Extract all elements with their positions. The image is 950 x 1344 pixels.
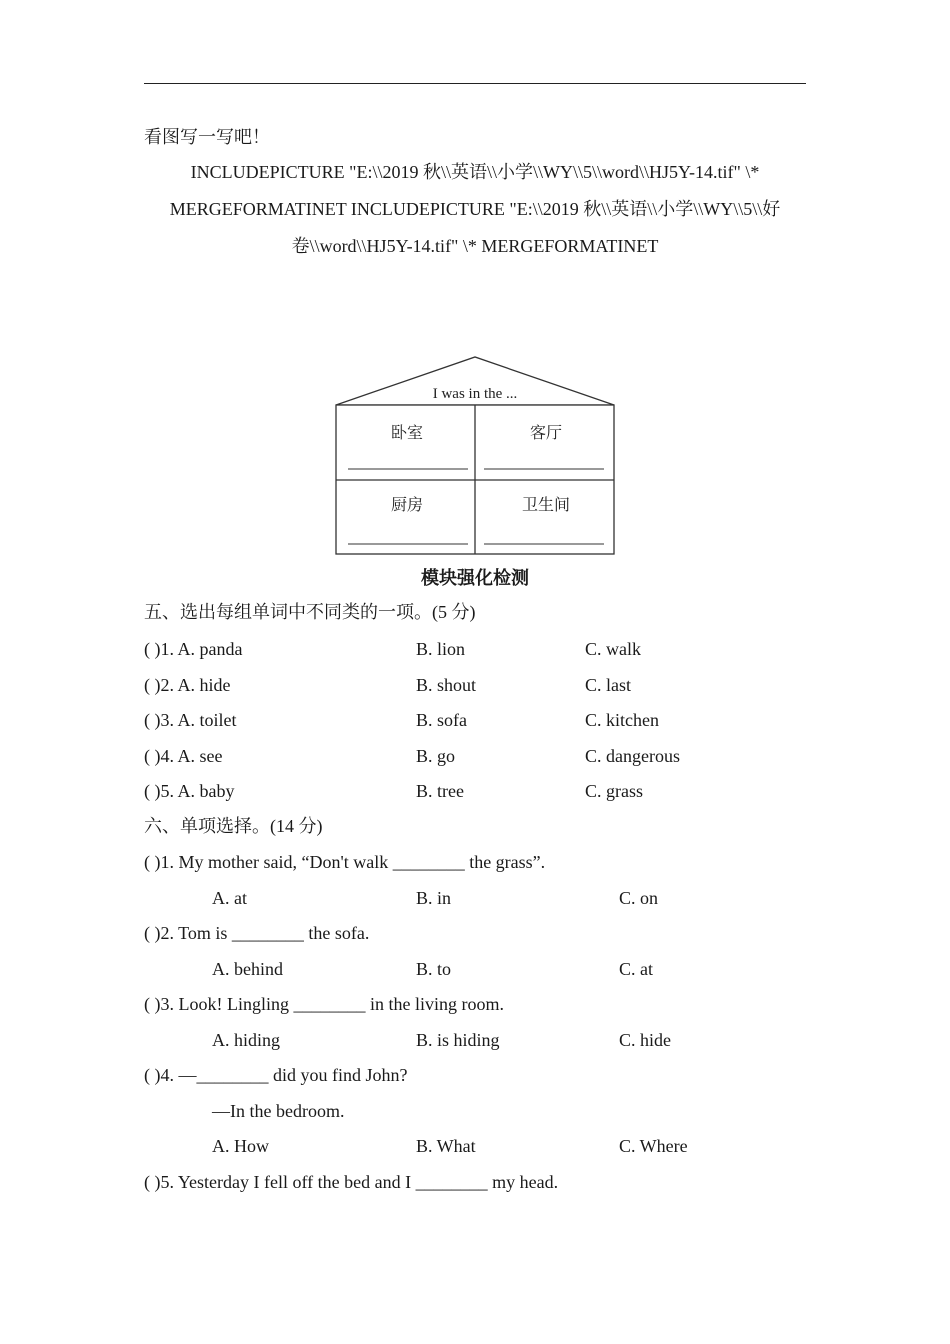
s6-q1-stem: ( )1. My mother said, “Don't walk ________ the grass”. xyxy=(144,852,546,872)
s6-q4-stem: ( )4. —________ did you find John? xyxy=(144,1065,408,1085)
s6-q3-option-c: C. hide xyxy=(619,1030,671,1050)
s6-q2-option-b: B. to xyxy=(416,959,452,979)
s6-q1-option-b: B. in xyxy=(416,888,452,908)
s5-q2-option-b: B. shout xyxy=(416,675,477,695)
field-code-line-3: 卷\\word\\HJ5Y-14.tif" \* MERGEFORMATINET xyxy=(291,236,659,256)
field-code-line-2: MERGEFORMATINET INCLUDEPICTURE "E:\\2019 秋\\英语\\小学\\WY\\5\\好 xyxy=(169,199,781,219)
s6-q3-option-a: A. hiding xyxy=(212,1030,281,1050)
s6-q4-option-c: C. Where xyxy=(619,1136,688,1156)
s5-q3-option-c: C. kitchen xyxy=(585,710,659,730)
field-code-line-1: INCLUDEPICTURE "E:\\2019 秋\\英语\\小学\\WY\\5\\word\\HJ5Y-14.tif" \* xyxy=(190,162,760,182)
s5-q4-option-b: B. go xyxy=(416,746,456,766)
s6-q1-option-c: C. on xyxy=(619,888,659,908)
s6-q2-option-c: C. at xyxy=(619,959,653,979)
s5-q4-option-c: C. dangerous xyxy=(585,746,680,766)
s5-q5-option-a: ( )5. A. baby xyxy=(144,781,235,801)
s6-q2-option-a: A. behind xyxy=(212,959,283,979)
s6-q4-answer-line: —In the bedroom. xyxy=(212,1101,345,1121)
s5-q1-option-a: ( )1. A. panda xyxy=(144,639,243,659)
instruction-text: 看图写一写吧！ xyxy=(144,127,270,147)
s5-q3-option-a: ( )3. A. toilet xyxy=(144,710,237,730)
s6-q1-option-a: A. at xyxy=(212,888,247,908)
s5-q5-option-b: B. tree xyxy=(416,781,464,801)
room-kitchen-label: 厨房 xyxy=(390,497,424,514)
section5-heading: 五、选出每组单词中不同类的一项。(5 分) xyxy=(144,602,476,622)
s6-q3-option-b: B. is hiding xyxy=(416,1030,500,1050)
s5-q1-option-c: C. walk xyxy=(585,639,641,659)
room-bedroom-label: 卧室 xyxy=(390,425,424,442)
s6-q5-stem: ( )5. Yesterday I fell off the bed and I ________ my head. xyxy=(144,1172,559,1192)
s6-q3-stem: ( )3. Look! Lingling ________ in the living room. xyxy=(144,994,504,1014)
s6-q4-option-b: B. What xyxy=(416,1136,476,1156)
s5-q2-option-a: ( )2. A. hide xyxy=(144,675,231,695)
header-rule xyxy=(144,83,806,84)
room-bathroom-label: 卫生间 xyxy=(521,497,571,514)
s5-q3-option-b: B. sofa xyxy=(416,710,467,730)
roof-label: I was in the ... xyxy=(432,386,518,402)
section6-heading: 六、单项选择。(14 分) xyxy=(144,816,323,836)
room-livingroom-label: 客厅 xyxy=(529,425,563,442)
s6-q4-option-a: A. How xyxy=(212,1136,269,1156)
s5-q1-option-b: B. lion xyxy=(416,639,466,659)
module-title: 模块强化检测 xyxy=(421,568,529,588)
s5-q4-option-a: ( )4. A. see xyxy=(144,746,223,766)
s6-q2-stem: ( )2. Tom is ________ the sofa. xyxy=(144,923,370,943)
house-diagram xyxy=(334,355,616,557)
s5-q5-option-c: C. grass xyxy=(585,781,643,801)
s5-q2-option-c: C. last xyxy=(585,675,632,695)
